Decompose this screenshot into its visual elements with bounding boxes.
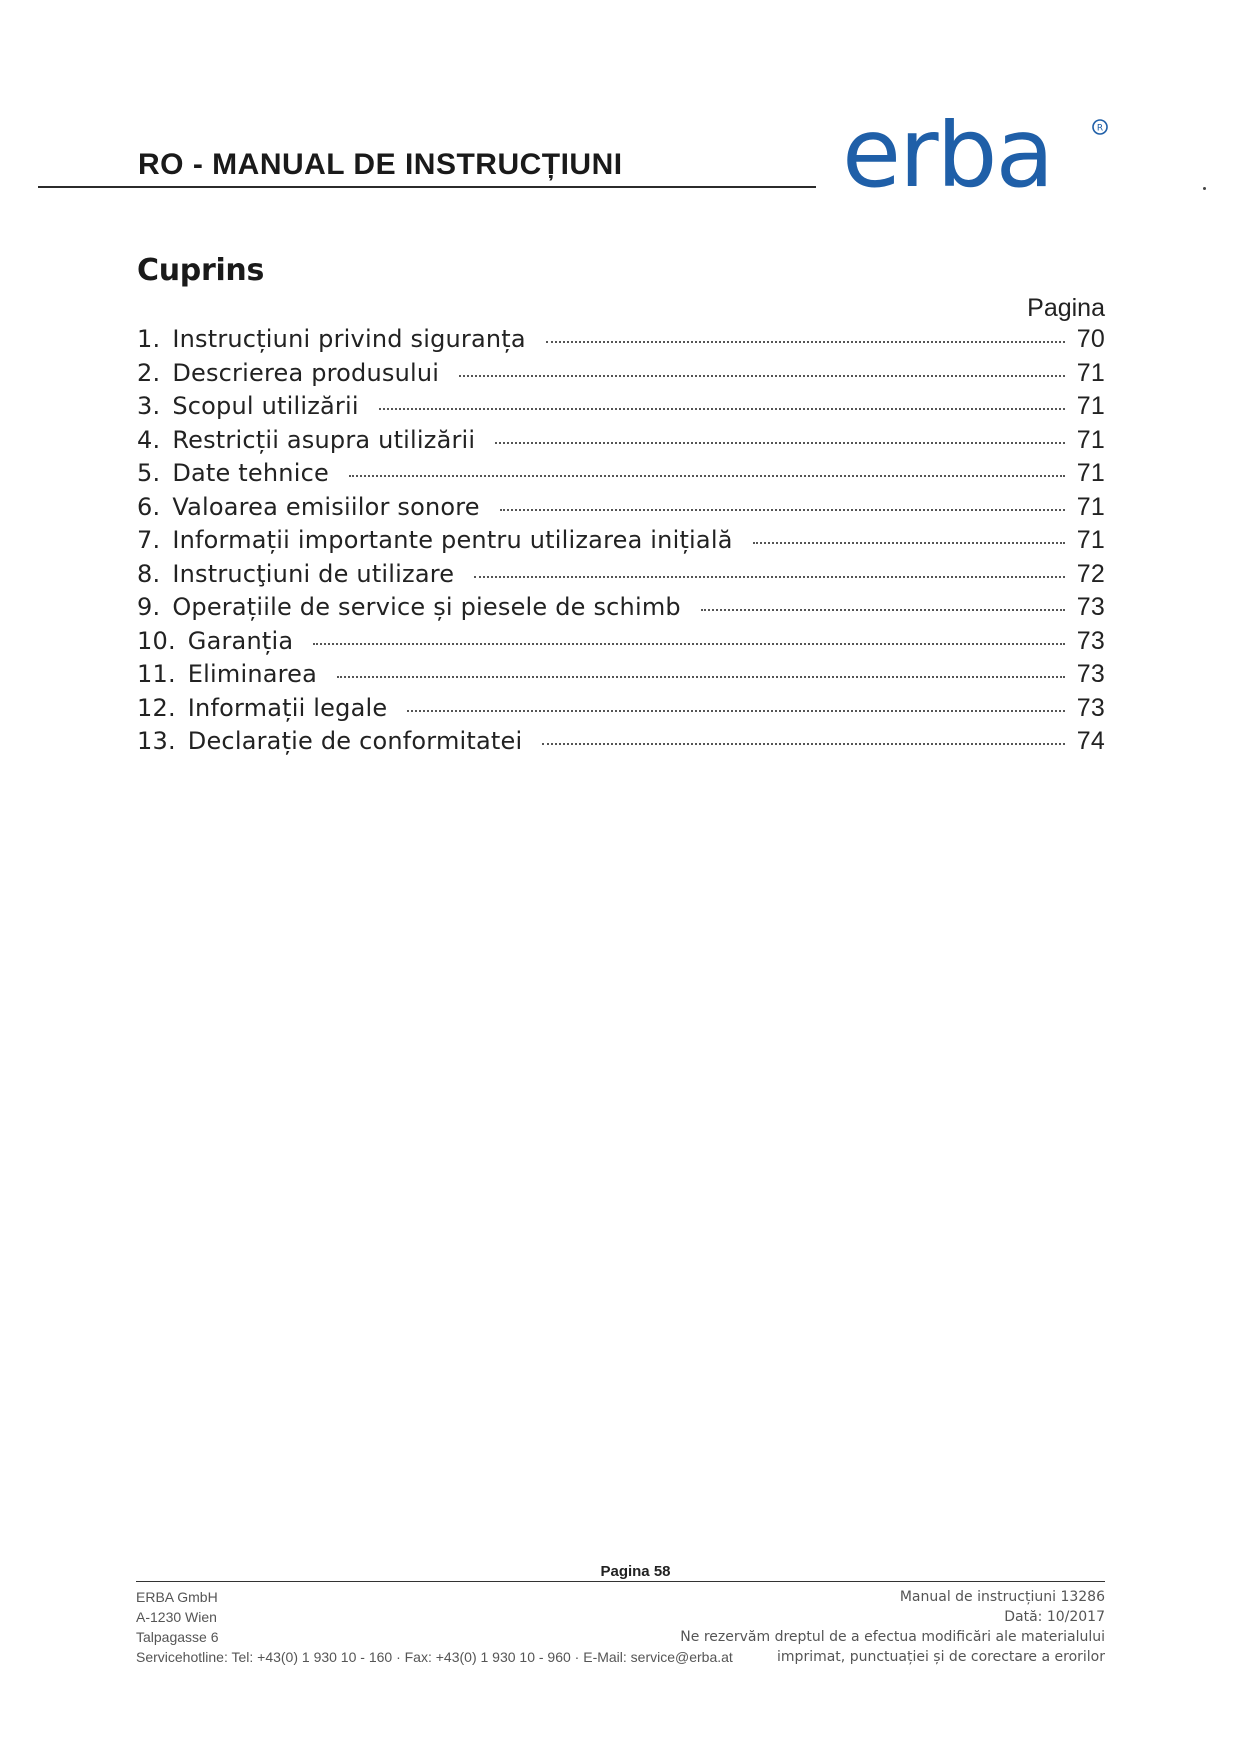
toc-entry-label: Descrierea produsului: [172, 358, 440, 387]
toc-entry-page: 71: [1076, 526, 1105, 554]
footer-city: A-1230 Wien: [136, 1609, 217, 1625]
toc-dot-leader: [459, 375, 1065, 377]
toc-entry-number: 6.: [137, 492, 161, 521]
toc-entry-label: Restricții asupra utilizării: [172, 425, 476, 454]
toc-entry[interactable]: [137, 627, 1105, 661]
toc-dot-leader: [500, 509, 1065, 511]
toc-entry-page: 71: [1076, 492, 1105, 521]
toc-dot-leader: [542, 743, 1064, 745]
toc-entry-number: 5.: [137, 459, 161, 487]
toc-entry-page: 73: [1076, 593, 1105, 621]
footer-company-name: ERBA GmbH: [136, 1589, 218, 1605]
toc-entry-number: 3.: [137, 392, 161, 420]
toc-entry-page: 71: [1076, 358, 1105, 387]
toc-dot-leader: [495, 442, 1064, 444]
toc-entry-label: Declarație de conformitatei: [187, 727, 523, 755]
toc-entry[interactable]: [137, 560, 1105, 594]
toc-entry-number: 11.: [137, 660, 176, 688]
toc-entry-number: 4.: [137, 425, 161, 454]
toc-entry-page: 73: [1076, 660, 1105, 688]
toc-entry[interactable]: [137, 426, 1105, 460]
toc-entry-number: 10.: [137, 626, 176, 655]
toc-entry[interactable]: [137, 694, 1105, 728]
footer-rule: [136, 1581, 1105, 1582]
toc-dot-leader: [313, 643, 1065, 645]
toc-entry-label: Informații importante pentru utilizarea inițială: [172, 526, 733, 554]
toc-entry-label: Date tehnice: [172, 459, 329, 487]
toc-entry-page: 74: [1076, 727, 1105, 755]
toc-entry-number: 2.: [137, 358, 161, 387]
toc-entry-label: Instrucțiuni privind siguranța: [172, 325, 526, 353]
toc-entry-number: 8.: [137, 559, 161, 588]
toc-dot-leader: [701, 609, 1065, 611]
toc-entry[interactable]: [137, 593, 1105, 627]
footer-company-info: [136, 1587, 733, 1667]
toc-entry-page: 71: [1076, 392, 1105, 420]
toc-entry-page: 73: [1076, 626, 1105, 655]
footer-hotline: Servicehotline: Tel: +43(0) 1 930 10 - 160 · Fax: +43(0) 1 930 10 - 960 · E-Mail: service@erba.at: [136, 1649, 733, 1665]
toc-dot-leader: [349, 475, 1065, 477]
toc-dot-leader: [379, 408, 1065, 410]
toc-dot-leader: [474, 576, 1065, 578]
toc-entry[interactable]: [137, 359, 1105, 393]
toc-entry-label: Scopul utilizării: [172, 392, 359, 420]
stray-dot: [1203, 187, 1206, 190]
footer-manual-ref: Manual de instrucțiuni 13286: [899, 1589, 1105, 1605]
toc-entry-number: 12.: [137, 693, 176, 722]
toc-entry-number: 9.: [137, 593, 161, 621]
toc-entry-label: Eliminarea: [187, 660, 318, 688]
toc-heading: Cuprins: [137, 253, 265, 288]
footer-date: Dată: 10/2017: [1004, 1609, 1105, 1625]
toc-entry-label: Valoarea emisiilor sonore: [172, 492, 480, 521]
toc-entry-label: Operațiile de service și piesele de schimb: [172, 593, 681, 621]
toc-dot-leader: [753, 542, 1065, 544]
toc-entry-page: 71: [1076, 425, 1105, 454]
footer-page-number: Pagina 58: [600, 1563, 671, 1580]
toc-entry-page: 72: [1076, 559, 1105, 588]
header-rule: [38, 186, 816, 188]
page-column-label: Pagina: [1027, 294, 1105, 322]
toc-entry-number: 7.: [137, 526, 161, 554]
footer-street: Talpagasse 6: [136, 1629, 219, 1645]
toc-entry-label: Garanția: [187, 626, 294, 655]
toc-entry[interactable]: [137, 526, 1105, 560]
toc-entry[interactable]: [137, 493, 1105, 527]
footer-disclaimer-line-1: Ne rezervăm dreptul de a efectua modificări ale materialului: [680, 1629, 1105, 1645]
toc-dot-leader: [407, 710, 1064, 712]
toc-entry-label: Instrucţiuni de utilizare: [172, 559, 455, 588]
toc-entry[interactable]: [137, 325, 1105, 359]
toc-entry[interactable]: [137, 392, 1105, 426]
toc-entry[interactable]: [137, 459, 1105, 493]
table-of-contents: [137, 325, 1105, 761]
toc-entry-number: 13.: [137, 727, 176, 755]
toc-entry-page: 73: [1076, 693, 1105, 722]
toc-dot-leader: [546, 341, 1065, 343]
document-title: RO - MANUAL DE INSTRUCȚIUNI: [138, 148, 623, 181]
toc-entry-page: 70: [1076, 325, 1105, 353]
toc-entry-page: 71: [1076, 459, 1105, 487]
erba-logo: [842, 118, 1118, 198]
toc-entry-label: Informații legale: [187, 693, 388, 722]
toc-entry[interactable]: [137, 727, 1105, 761]
toc-entry[interactable]: [137, 660, 1105, 694]
registered-mark-letter: R: [1096, 123, 1104, 134]
footer-document-info: [680, 1587, 1105, 1667]
toc-dot-leader: [337, 676, 1065, 678]
logo-wordmark: erba: [842, 118, 1053, 198]
footer-disclaimer-line-2: imprimat, punctuației și de corectare a erorilor: [777, 1649, 1105, 1665]
toc-entry-number: 1.: [137, 325, 161, 353]
